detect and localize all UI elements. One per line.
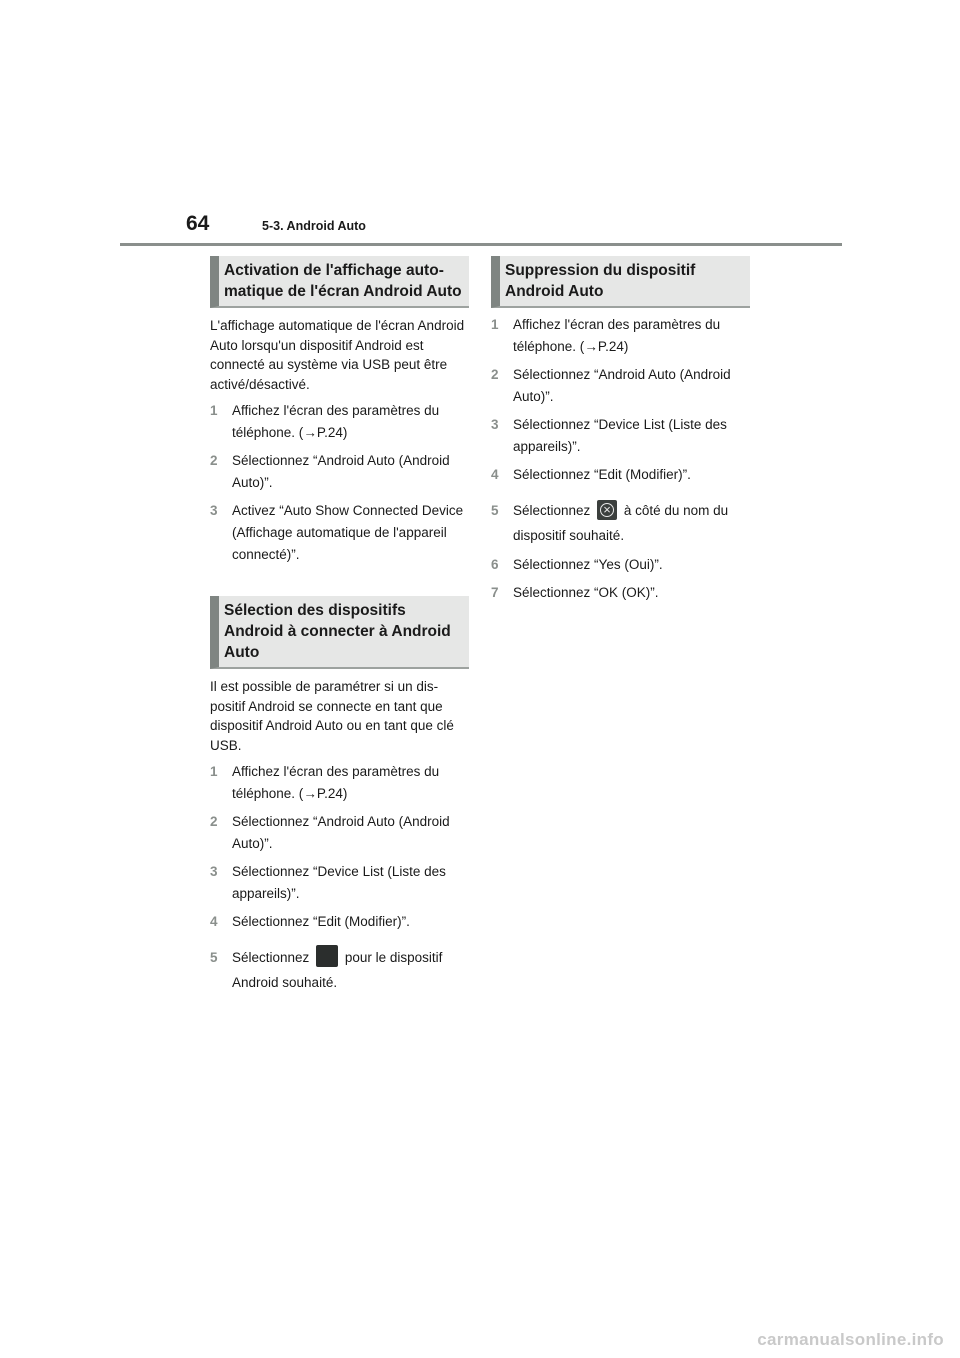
step-number: 2 xyxy=(210,814,218,829)
step-number: 1 xyxy=(210,764,218,779)
step-text-main: Affichez l'écran des paramètres du téléphone. ( xyxy=(232,403,440,440)
step-item xyxy=(491,314,750,358)
step-text: Sélectionnez “Device List (Liste des appareils)”. xyxy=(513,417,727,454)
step-text: Sélectionnez “Android Auto (Android Auto)”. xyxy=(232,453,450,490)
step-list xyxy=(210,400,469,566)
step-text: Sélectionnez “Edit (Modifier)”. xyxy=(232,914,410,929)
step-text-main: Affichez l'écran des paramètres du téléphone. ( xyxy=(513,317,721,354)
step-item xyxy=(210,450,469,494)
step-item xyxy=(491,498,750,548)
step-item xyxy=(491,364,750,408)
step-text: Sélectionnez “Edit (Modifier)”. xyxy=(513,467,691,482)
step-item xyxy=(491,464,750,486)
step-number: 4 xyxy=(210,914,218,929)
page-reference-link[interactable]: P.24) xyxy=(316,786,348,801)
arrow-right-icon: → xyxy=(303,425,317,440)
step-item xyxy=(491,414,750,458)
step-text: Sélectionnez “Android Auto (Android Auto)”. xyxy=(232,814,450,851)
step-number: 3 xyxy=(210,864,218,879)
step-number: 6 xyxy=(491,557,499,572)
step-text: Sélectionnez “Yes (Oui)”. xyxy=(513,557,663,572)
page-reference-link[interactable]: P.24) xyxy=(316,425,348,440)
step-text: Activez “Auto Show Connected Device (Affichage automatique de l'appareil connecté)”. xyxy=(232,503,464,562)
left-column xyxy=(210,256,469,995)
step-list xyxy=(210,761,469,995)
section-intro: Il est possible de paramétrer si un dis-positif Android se connecte en tant que dispositif Android Auto ou en tant que clé USB. xyxy=(210,679,454,753)
step-text xyxy=(232,945,469,995)
delete-circle-x-icon xyxy=(597,500,617,520)
step-number: 3 xyxy=(210,503,218,518)
step-item xyxy=(491,554,750,576)
step-number: 2 xyxy=(210,453,218,468)
step-list xyxy=(491,314,750,604)
step-text xyxy=(232,400,469,444)
step-number: 2 xyxy=(491,367,499,382)
step-text xyxy=(513,498,750,548)
step-number: 3 xyxy=(491,417,499,432)
step-number: 7 xyxy=(491,585,499,600)
step-number: 1 xyxy=(491,317,499,332)
step-item xyxy=(210,911,469,933)
step-item xyxy=(210,811,469,855)
step-text: Sélectionnez “Device List (Liste des appareils)”. xyxy=(232,864,446,901)
step-text-before: Sélectionnez xyxy=(232,950,314,965)
watermark: carmanualsonline.info xyxy=(757,1330,944,1349)
step-number: 5 xyxy=(210,950,218,965)
page-reference-link[interactable]: P.24) xyxy=(597,339,629,354)
step-text-after: à côté du nom du dispositif souhaité. xyxy=(513,503,729,543)
section-heading-auto-display: Activation de l'affichage auto-matique de l'écran Android Auto xyxy=(210,256,469,308)
arrow-right-icon: → xyxy=(303,786,317,801)
section-reference: 5-3. Android Auto xyxy=(262,219,366,233)
step-text: Sélectionnez “OK (OK)”. xyxy=(513,585,659,600)
step-text-after: pour le dispositif Android souhaité. xyxy=(232,950,443,990)
step-item xyxy=(210,861,469,905)
step-text-main: Affichez l'écran des paramètres du téléphone. ( xyxy=(232,764,440,801)
section-intro: L'affichage automatique de l'écran Android Auto lorsqu'un dispositif Android est connecté au système via USB peut être activé/désactivé. xyxy=(210,318,465,392)
step-item xyxy=(210,400,469,444)
right-column xyxy=(491,256,750,604)
step-text xyxy=(513,314,750,358)
square-button-icon xyxy=(316,945,338,967)
section-heading-device-selection: Sélection des dispositifs Android à connecter à Android Auto xyxy=(210,596,469,669)
step-item xyxy=(210,500,469,566)
step-text-before: Sélectionnez xyxy=(513,503,595,518)
step-item xyxy=(491,582,750,604)
step-item xyxy=(210,761,469,805)
section-heading-device-deletion: Suppression du dispositif Android Auto xyxy=(491,256,750,308)
step-item xyxy=(210,945,469,995)
step-text xyxy=(232,761,469,805)
arrow-right-icon: → xyxy=(584,339,598,354)
page-number: 64 xyxy=(186,212,210,235)
step-number: 5 xyxy=(491,503,499,518)
header-rule xyxy=(120,243,842,246)
step-text: Sélectionnez “Android Auto (Android Auto)”. xyxy=(513,367,731,404)
step-number: 1 xyxy=(210,403,218,418)
step-number: 4 xyxy=(491,467,499,482)
